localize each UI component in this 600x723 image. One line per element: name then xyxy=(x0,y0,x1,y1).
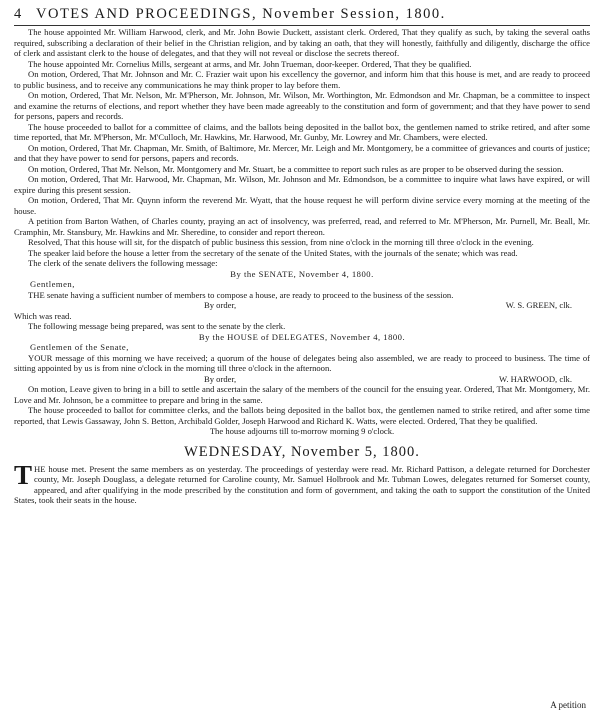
paragraph: On motion, Ordered, That Mr. Johnson and Mr. C. Frazier wait upon his excellency the governor, and inform him that this house is met, and are ready to proceed to public business, and to receive any communications he may think proper to lay before them. xyxy=(14,69,590,90)
by-order-label: By order, xyxy=(204,373,237,384)
paragraph: The house appointed Mr. Cornelius Mills, sergeant at arms, and Mr. John Trueman, door-keeper. Ordered, That they be qualified. xyxy=(28,58,472,69)
paragraph: On motion, Ordered, That Mr. Harwood, Mr. Chapman, Mr. Wilson, Mr. Johnson and Mr. Edmondson, be a committee to inquire what laws have expired, or will expire during this present session. xyxy=(14,174,590,195)
message-salutation: Gentlemen, xyxy=(30,279,75,289)
paragraph: On motion, Ordered, That Mr. Nelson, Mr. Montgomery and Mr. Stuart, be a committee to report such rules as are proper to be observed during the session. xyxy=(28,163,564,174)
paragraph: On motion, Ordered, That Mr. Chapman, Mr. Smith, of Baltimore, Mr. Mercer, Mr. Leigh and Mr. Montgomery, be a committee of grievances and courts of justice; and that they have power to send for persons, papers and records. xyxy=(14,142,590,163)
adjournment-line: The house adjourns till to-morrow morning 9 o'clock. xyxy=(209,426,395,436)
message-signature-line xyxy=(14,300,590,311)
message-salutation: Gentlemen of the Senate, xyxy=(30,342,129,352)
paragraph: The house appointed Mr. William Harwood, clerk, and Mr. John Bowie Duckett, assistant clerk. Ordered, That they qualify as such, by taking the several oaths required, subscribing a declaration of their belief in the Christian religion, and by taking an oath, that they will honestly, faithfully and diligently, discharge the office of clerk and assistant clerk to the house of delegates, and that they will not reveal or disclose the secrets thereof. xyxy=(14,27,590,58)
catchword: A petition xyxy=(550,700,586,710)
proceedings-body xyxy=(14,27,590,269)
paragraph: On motion, Ordered, That Mr. Quynn inform the reverend Mr. Wyatt, that the house request he will perform divine service every morning at the meeting of the house. xyxy=(14,195,590,216)
drop-cap: T xyxy=(14,459,33,490)
message-body: THE senate having a sufficient number of members to compose a house, are ready to proceed to the business of the session. xyxy=(28,289,454,300)
paragraph: The speaker laid before the house a letter from the secretary of the senate of the United States, with the journals of the senate; which was read. xyxy=(28,247,518,258)
paragraph: Resolved, That this house will sit, for the dispatch of public business this session, from nine o'clock in the morning till three o'clock in the evening. xyxy=(28,237,534,247)
message-heading: By the HOUSE of DELEGATES, November 4, 1800. xyxy=(198,331,406,342)
header-rule xyxy=(14,25,590,26)
running-header xyxy=(14,6,590,23)
paragraph: On motion, Leave given to bring in a bill to settle and ascertain the salary of the members of the council for the ensuing year. Ordered, That Mr. Montgomery, Mr. Love and Mr. Johnson, be a committee to prepare and bring in the same. xyxy=(14,384,590,405)
paragraph: The house proceeded to ballot for committee clerks, and the ballots being deposited in the ballot box, the gentlemen named to strike retired, and after some time reported, that Lewis Gassaway, John S. Betton, Archibald Golder, Joseph Harwood and Richard K. Watts, were elected. Ordered, That they be qualified. xyxy=(14,405,590,426)
message-heading: By the SENATE, November 4, 1800. xyxy=(230,268,374,279)
wednesday-body: HE house met. Present the same members as on yesterday. The proceedings of yesterday were read. Mr. Richard Pattison, a delegate returned for Dorchester county, Mr. Joseph Douglass, a delegate returned for Caroline county, Mr. Samuel Holbrook and Mr. Tubman Lowes, delegates returned for Somerset county, appeared, and after qualifying in the mode prescribed by the constitution and form of government, and taking the oath to support the constitution of the United States, took their seats in the house. xyxy=(14,463,590,505)
paragraph: A petition from Barton Wathen, of Charles county, praying an act of insolvency, was preferred, read, and referred to Mr. M'Pherson, Mr. Purnell, Mr. Beall, Mr. Cramphin, Mr. Stansbury, Mr. Hawkins and Mr. Sheredine, to consider and report thereon. xyxy=(14,216,590,237)
delegates-message xyxy=(14,332,590,385)
paragraph: On motion, Ordered, That Mr. Nelson, Mr. M'Pherson, Mr. Johnson, Mr. Wilson, Mr. Worthington, Mr. Edmondson and Mr. Chapman, be a committee to inspect and examine the returns of elections, and report whether they have been made agreeably to the constitution and form of government; and that they have power to send for persons, papers and records. xyxy=(14,90,590,121)
message-body: YOUR message of this morning we have received; a quorum of the house of delegates being also assembled, we are ready to proceed to business. The time of sitting appointed by us is from nine o'clock in the morning till three o'clock in the afternoon. xyxy=(14,352,590,373)
paragraph: The house proceeded to ballot for a committee of claims, and the ballots being deposited in the ballot box, the gentlemen named to strike retired, and after some time reported, that Mr. M'Pherson, Mr. M'Culloch, Mr. Hawkins, Mr. Harwood, Mr. Gunby, Mr. Lowrey and Mr. Chambers, were elected. xyxy=(14,121,590,142)
page-title: VOTES AND PROCEEDINGS, November Session, 1800. xyxy=(36,6,446,22)
paragraph: Which was read. xyxy=(14,310,72,321)
clerk-signature: W. S. GREEN, clk. xyxy=(505,300,572,310)
clerk-signature: W. HARWOOD, clk. xyxy=(499,373,572,384)
message-signature-line xyxy=(14,374,590,385)
by-order-label: By order, xyxy=(204,300,237,310)
page-number: 4 xyxy=(14,6,22,22)
paragraph: The following message being prepared, was sent to the senate by the clerk. xyxy=(28,321,286,331)
wednesday-paragraph xyxy=(14,459,590,506)
section-heading: WEDNESDAY, November 5, 1800. xyxy=(184,443,420,460)
paragraph: The clerk of the senate delivers the following message: xyxy=(28,258,218,268)
senate-message xyxy=(14,269,590,311)
